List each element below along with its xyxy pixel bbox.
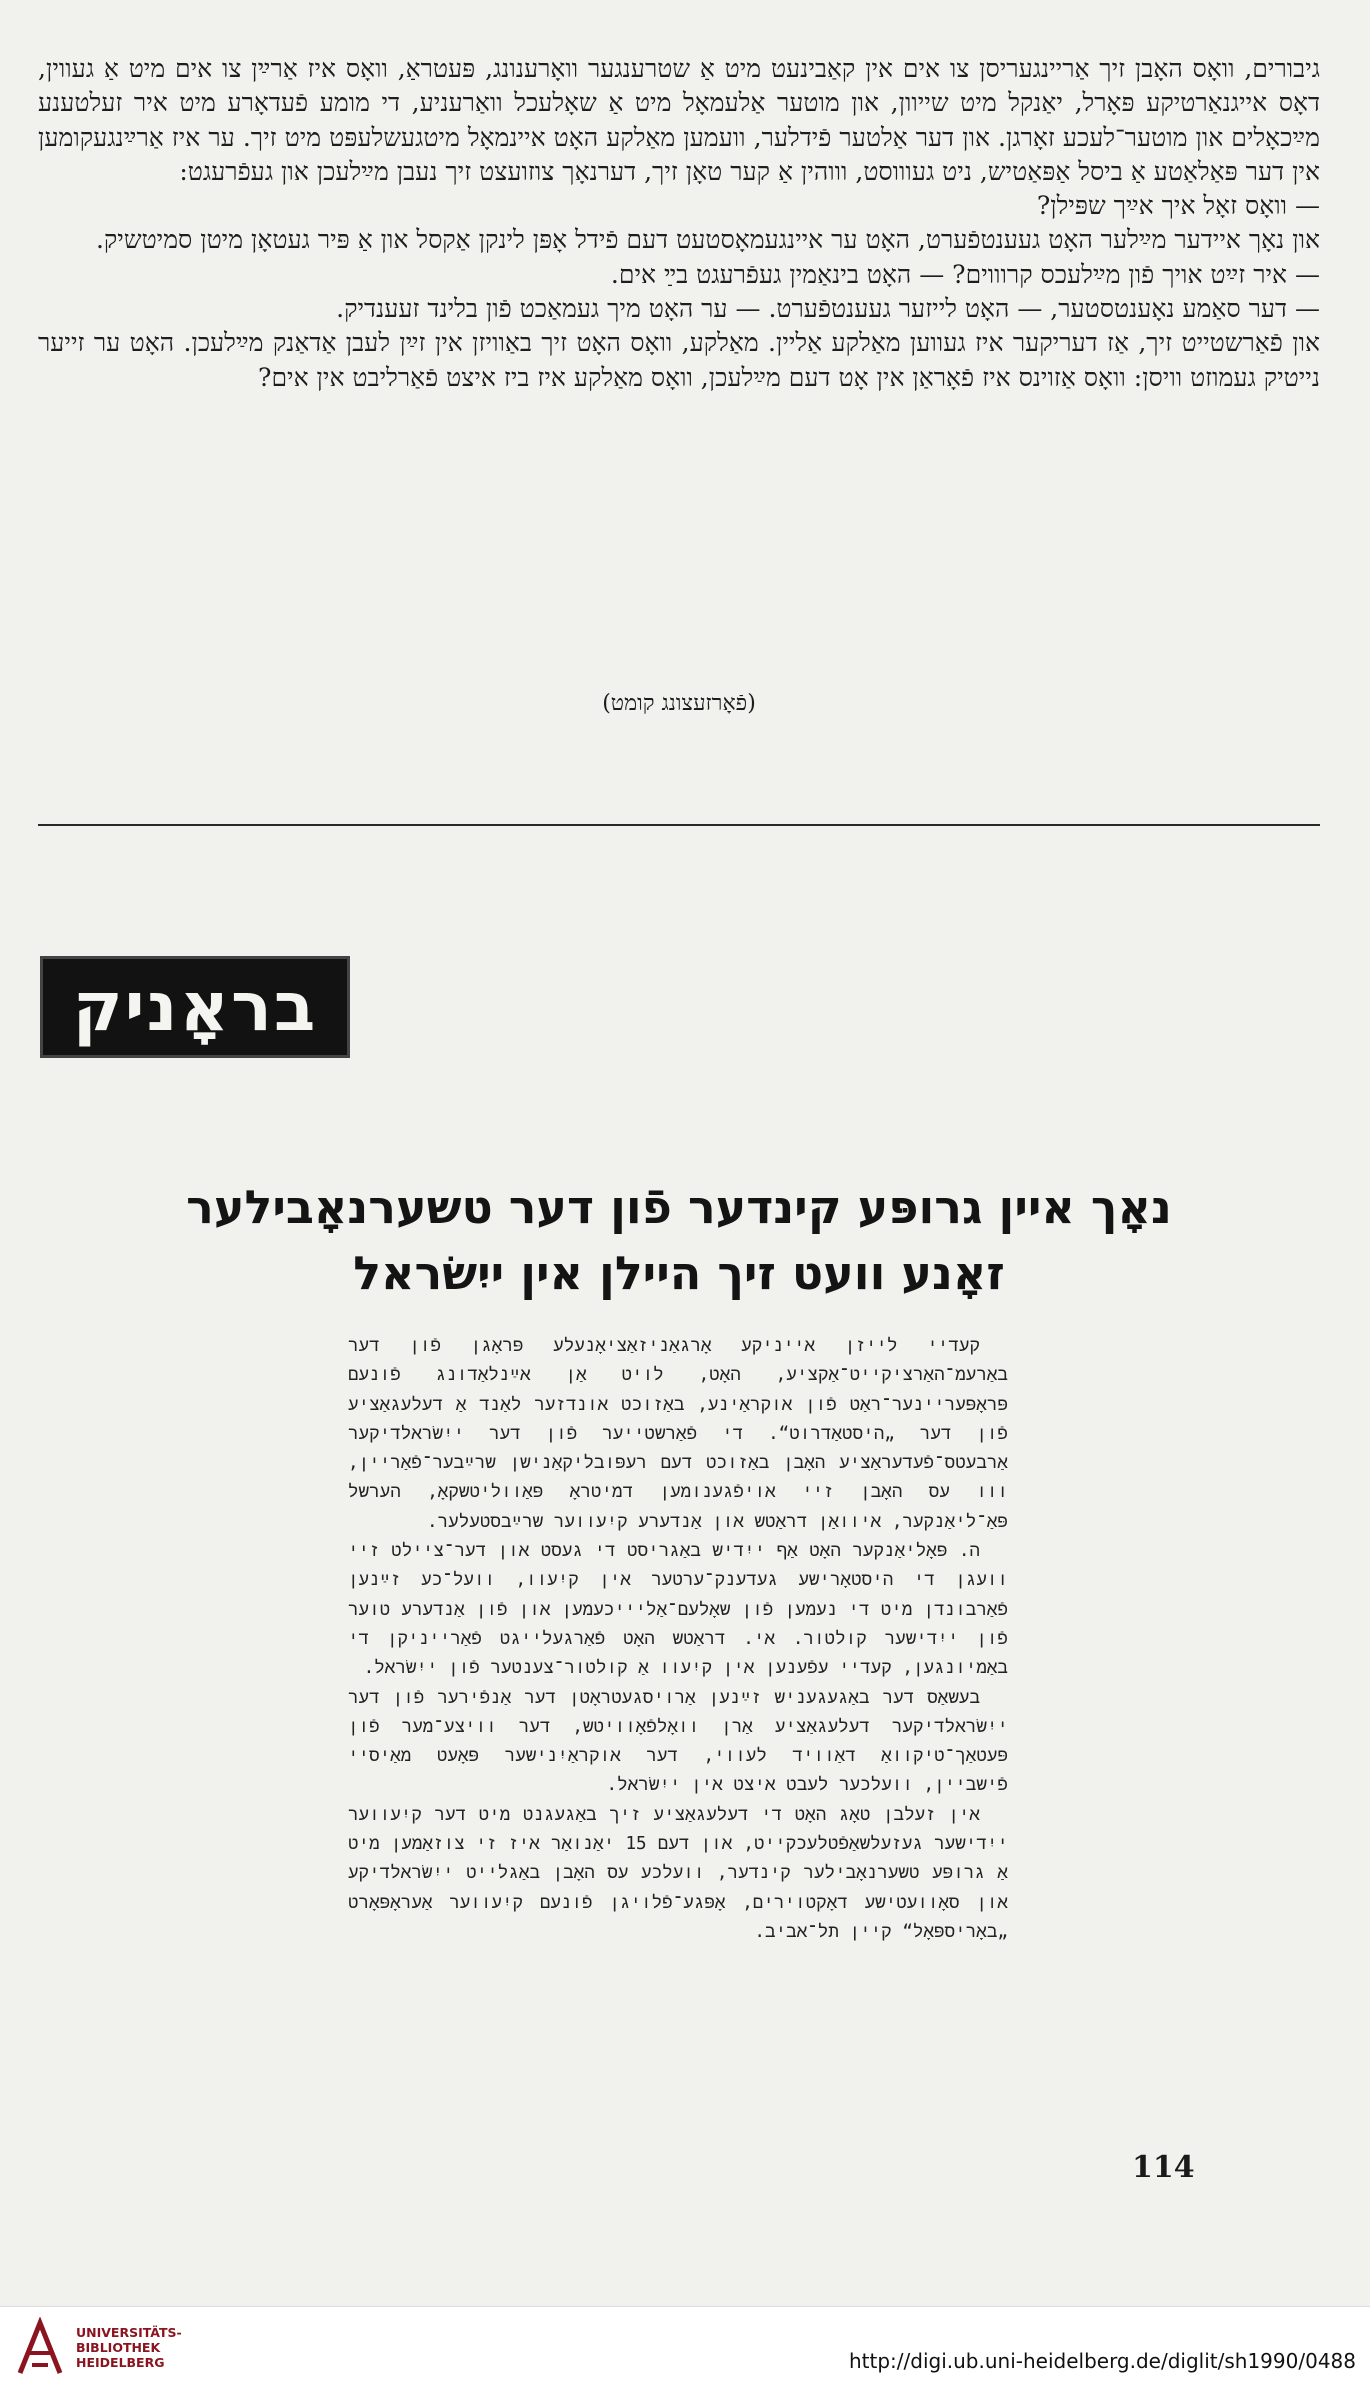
news-article	[348, 1332, 1008, 1947]
story-paragraph: — דער סאַמע נאָענטסטער, — האָט לייזער געענטפֿערט. — ער האָט מיך געמאַכט פֿון בלינד זעענדיק.	[336, 294, 1320, 324]
serial-story-excerpt	[38, 52, 1320, 395]
article-paragraph: אין זעלבן טאָג האָט די דעלעגאַציע זיך באַגעגנט מיט דער קיִעווער ייִדישער געזעלשאַפֿטלעכקייט, און דעם 15 יאַנואַר איז זי צוזאַמען מיט אַ גרופּע טשערנאָבילער קינדער, וועלכע עס האָבן באַגלייט ייִשׂראלדיקע און סאָוועטישע דאָקטוירים, אָפּגע־פֿלויגן פֿונעם קיִעווער אַעראָפּאָרט „באָריספּאָל“ קיין תל־אביב.	[348, 1804, 1008, 1942]
article-paragraph: ה. פּאָליאַנקער האָט אַף ייִדיש באַגריסט די געסט און דער־ציילט זיי וועגן די היסטאָרישע געדענק־ערטער אין קיִעוו, וועל־כע זײַנען פֿאַרבונדן מיט די נעמען פֿון שאָלעם־אַליייכעמען און פֿון אַנדערע טוער פֿון ייִדישער קולטור. אי. דראַטש האָט פֿאַרגעלייגט פֿאַרייניקן די באַמיונגען, קעדיי עפֿענען אין קיִעוו אַ קולטור־צענטער פֿון ייִשׂראל.	[348, 1541, 1008, 1679]
library-name-line: UNIVERSITÄTS-	[76, 2325, 182, 2340]
library-name	[76, 2325, 182, 2370]
section-stamp-label: בראָניק	[72, 967, 318, 1047]
library-name-line: BIBLIOTHEK	[76, 2340, 161, 2355]
library-name-line: HEIDELBERG	[76, 2355, 165, 2370]
section-divider	[38, 824, 1320, 826]
source-url-link[interactable]: http://digi.ub.uni-heidelberg.de/diglit/sh1990/0488	[848, 2349, 1356, 2373]
continuation-note: (פֿאָרזעצונג קומט)	[602, 691, 756, 716]
story-paragraph: גיבורים, וואָס האָבן זיך אַריינגעריסן צו אים אין קאַבינעט מיט אַ שטרענגער וואָרענונג, פּעטראַ, וואָס איז אַרײַן צו אים מיט אַ געווין, דאָס אייגנאַרטיקע פּאָרל, יאַנקל מיט שייוון, און מוטער אַלעמאָל מיט אַ שאָלעכל וואַרעניע, די מומע פֿעדאָרע מיט איר זעלטענע מײַכאָלים און מוטער־לעכע זאָרגן. און דער אַלטער פֿידלער, וועמען מאַלקע האָט איינמאָל מיטגעשלעפּט מיט זיך. ער איז אַרײַנגעקומען אין דער פּאַלאַטע אַ ביסל אַפּאַטיש, ניט געוווסט, וווהין אַ קער טאָן זיך, דערנאָך צוזועצט זיך נעבן מײַלעכן און געפֿרעגט:	[38, 54, 1320, 186]
story-paragraph: — וואָס זאָל איך אײַך שפּילן?	[1036, 191, 1320, 221]
headline-line-1: נאָך איין גרופּע קינדער פֿון דער טשערנאָבילער	[186, 1180, 1172, 1234]
library-logo-icon	[14, 2317, 66, 2379]
article-paragraph: קעדיי לייזן אייניקע אָרגאַניזאַציאָנעלע פּראָגן פֿון דער באַרעמ־האַרציקייט־אַקציע, האָט, לויט אַן אײַנלאַדונג פֿונעם פּראָפּעריינער־ראַט פֿון אוקראַינע, באַזוכט אונדזער לאַנד אַ דעלעגאַציע פֿון דער „היסטאַדרוט“. די פֿאַרשטייער פֿון דער ייִשׂראלדיקער אַרבעטס־פֿעדעראַציע האָבן באַזוכט דעם רעפּובליקאַנישן שרײַבער־פֿאַריין, ווו עס האָבן זיי אויפֿגענומען דמיטראָ פּאַווליטשקאָ, הערשל פּאַ־ליאַנקער, איוואַן דראַטש און אַנדערע קיִעווער שרײַבסטעלער.	[348, 1336, 1008, 1532]
story-paragraph: און פֿאַרשטייט זיך, אַז דעריקער איז געווען מאַלקע אַליין. מאַלקע, וואָס האָט זיך באַוויזן אין זײַן לעבן אַדאַנק מײַלעכן. האָט ער זייער נייטיק געמוזט וויסן: וואָס אַזוינס איז פֿאָראַן אין אָט דעם מײַלעכן, וואָס מאַלקע איז ביז איצט פֿאַרליבט אין אים?	[38, 328, 1320, 392]
page-number: 114	[1132, 2150, 1195, 2185]
footer-bar	[0, 2306, 1370, 2395]
story-paragraph: און נאָך איידער מײַלער האָט געענטפֿערט, האָט ער איינגעמאָסטעט דעם פֿידל אָפּן לינקן אַקסל און אַ פּיר געטאָן מיטן סמיטשיק.	[95, 225, 1320, 255]
story-paragraph: — איר זײַט אויך פֿון מײַלעכס קרוווים? — האָט בינאַמין געפֿרעגט בײַ אים.	[610, 259, 1320, 289]
headline-line-2: זאָנע וועט זיך היילן אין ייִשׂראל	[353, 1246, 1005, 1300]
article-paragraph: בעשאַס דער באַגעגעניש זײַנען אַרויסגעטראָטן דער אַנפֿירער פֿון דער ייִשׂראלדיקער דעלעגאַציע אַרן וואָלפֿאָוויטש, דער וויצע־מער פֿון פּעטאַך־טיקוואַ דאַוויד לעווי, דער אוקראַיִנישער פּאָעט מאַיסיי פֿישביין, וועלכער לעבט איצט אין ייִשׂראל.	[348, 1687, 1008, 1796]
section-stamp	[40, 956, 350, 1058]
